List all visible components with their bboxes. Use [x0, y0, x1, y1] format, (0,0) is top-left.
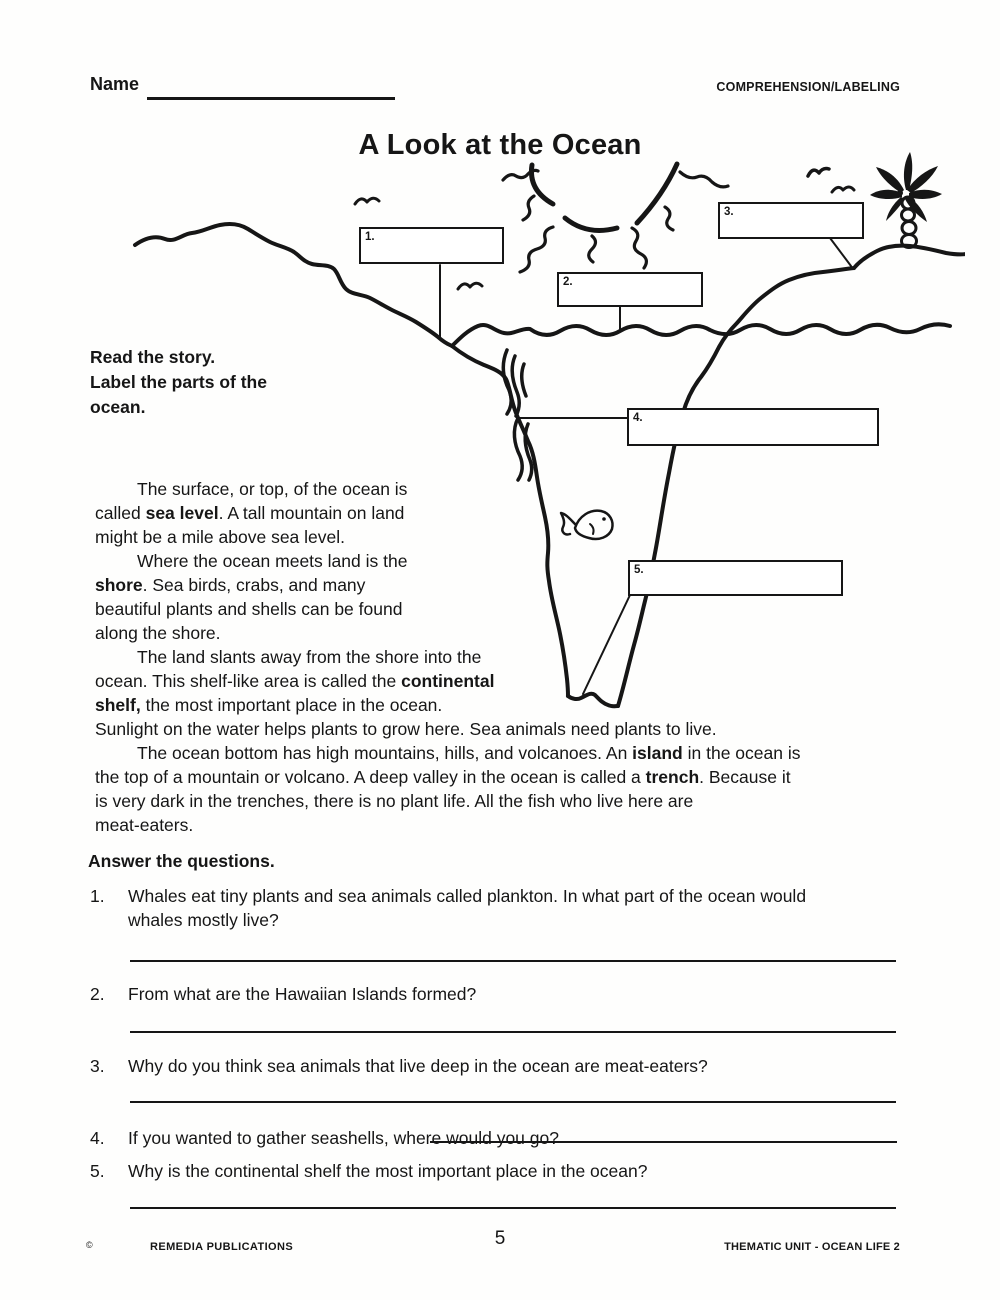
series-label: THEMATIC UNIT - OCEAN LIFE 2 — [724, 1241, 900, 1253]
page-title: A Look at the Ocean — [358, 129, 642, 161]
story-line: meat-eaters. — [95, 815, 194, 835]
sun-rays-icon — [503, 170, 728, 272]
answer-line-2[interactable] — [130, 1031, 896, 1033]
label-box-4[interactable] — [627, 408, 879, 446]
sun-icon — [531, 164, 677, 230]
instructions-line: Label the parts of the — [90, 372, 267, 392]
answer-line-1[interactable] — [130, 960, 896, 962]
instructions — [90, 345, 267, 420]
name-label: Name — [90, 74, 140, 94]
instructions-line: ocean. — [90, 397, 146, 417]
story-line: The ocean bottom has high mountains, hills, and volcanoes. An island in the ocean is — [137, 743, 801, 763]
name-write-line[interactable] — [147, 97, 395, 100]
story-line: called sea level. A tall mountain on land — [95, 503, 405, 523]
ocean-surface-line — [452, 324, 950, 346]
story-line: The land slants away from the shore into the — [137, 647, 482, 667]
question-2 — [90, 982, 476, 1006]
seagull-icon — [355, 198, 379, 204]
story-line: The surface, or top, of the ocean is — [137, 479, 408, 499]
story-line: is very dark in the trenches, there is no plant life. All the fish who live here are — [95, 791, 694, 811]
copyright-mark: © — [86, 1240, 93, 1250]
questions-header: Answer the questions. — [88, 851, 275, 871]
story-line: shore. Sea birds, crabs, and many — [95, 575, 366, 595]
label-box-number: 4. — [633, 412, 643, 424]
palm-tree-icon — [870, 152, 942, 248]
answer-line-4[interactable] — [430, 1141, 897, 1143]
question-text: Why is the continental shelf the most important place in the ocean? — [128, 1161, 648, 1181]
label-box-number: 5. — [634, 564, 644, 576]
question-number: 5. — [90, 1161, 105, 1181]
seagull-icon — [458, 283, 482, 289]
story-line: beautiful plants and shells can be found — [95, 599, 403, 619]
question-3 — [90, 1054, 708, 1078]
label-box-1[interactable] — [359, 227, 504, 264]
question-5 — [90, 1159, 647, 1183]
label-box-number: 3. — [724, 206, 734, 218]
instructions-line: Read the story. — [90, 347, 216, 367]
question-text: Whales eat tiny plants and sea animals called plankton. In what part of the ocean would whales mostly live? — [128, 886, 807, 930]
answer-line-3[interactable] — [130, 1101, 896, 1103]
story-line: might be a mile above sea level. — [95, 527, 345, 547]
seaweed-icon — [503, 350, 531, 480]
question-number: 1. — [90, 886, 105, 906]
story-line: along the shore. — [95, 623, 221, 643]
label-box-3[interactable] — [718, 202, 864, 239]
page-number: 5 — [494, 1228, 506, 1249]
seagull-icon — [808, 169, 829, 177]
category-label: COMPREHENSION/LABELING — [716, 80, 900, 94]
label-box-number: 2. — [563, 276, 573, 288]
story-line: the top of a mountain or volcano. A deep valley in the ocean is called a trench. Because it — [95, 767, 791, 787]
island-outline — [854, 246, 965, 268]
seagull-icon — [832, 187, 854, 192]
label-box-2[interactable] — [557, 272, 703, 307]
label-box-number: 1. — [365, 231, 375, 243]
question-text: From what are the Hawaiian Islands formed? — [128, 984, 477, 1004]
question-number: 4. — [90, 1128, 105, 1148]
story-line: Sunlight on the water helps plants to grow here. Sea animals need plants to live. — [95, 719, 717, 739]
question-4 — [90, 1126, 559, 1150]
question-number: 3. — [90, 1056, 105, 1076]
story-line: ocean. This shelf-like area is called the continental — [95, 671, 495, 691]
question-1 — [90, 884, 848, 932]
question-number: 2. — [90, 984, 105, 1004]
answer-line-5[interactable] — [130, 1207, 896, 1209]
question-text: Why do you think sea animals that live deep in the ocean are meat-eaters? — [128, 1056, 708, 1076]
question-text: If you wanted to gather seashells, where would you go? — [128, 1128, 559, 1148]
story-line: shelf, the most important place in the ocean. — [95, 695, 443, 715]
publisher-label: REMEDIA PUBLICATIONS — [150, 1241, 294, 1253]
story-text — [95, 477, 800, 837]
story-line: Where the ocean meets land is the — [137, 551, 408, 571]
